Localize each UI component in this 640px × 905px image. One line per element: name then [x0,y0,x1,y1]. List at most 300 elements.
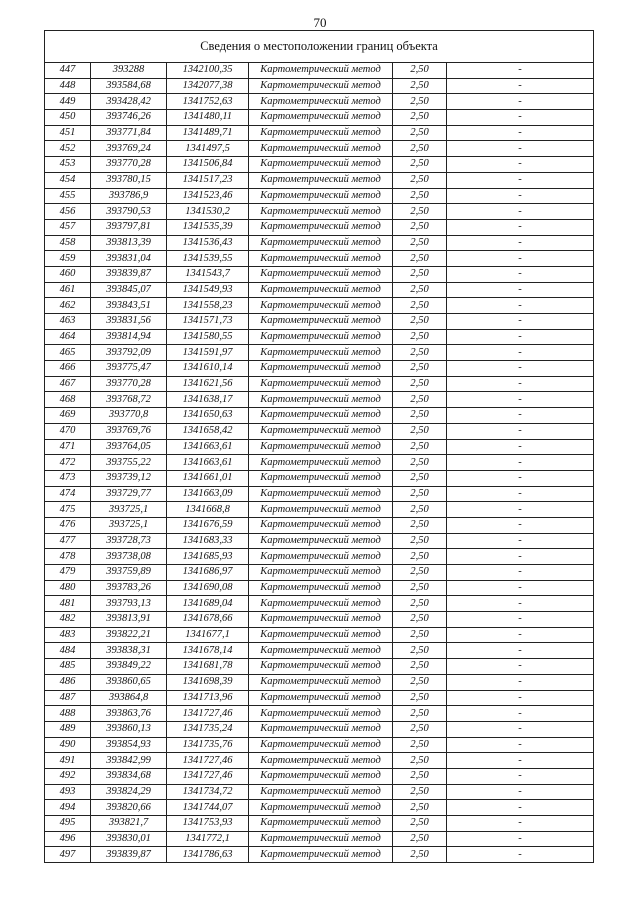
point-number-cell: 462 [45,298,91,314]
x-coordinate-cell: 393831,04 [91,251,167,267]
accuracy-cell: 2,50 [393,643,447,659]
point-number-cell: 459 [45,251,91,267]
table-row [45,423,594,439]
table-row [45,125,594,141]
point-number-cell: 452 [45,141,91,157]
y-coordinate-cell: 1341727,46 [167,753,249,769]
accuracy-cell: 2,50 [393,784,447,800]
point-number-cell: 448 [45,78,91,94]
description-cell: - [447,345,594,361]
y-coordinate-cell: 1341591,97 [167,345,249,361]
point-number-cell: 466 [45,361,91,377]
table-row [45,266,594,282]
method-cell: Картометрический метод [249,580,393,596]
point-number-cell: 471 [45,439,91,455]
y-coordinate-cell: 1341530,2 [167,204,249,220]
accuracy-cell: 2,50 [393,737,447,753]
table-row [45,486,594,502]
table-row [45,298,594,314]
table-row [45,784,594,800]
description-cell: - [447,423,594,439]
table-row [45,643,594,659]
table-row [45,94,594,110]
x-coordinate-cell: 393786,9 [91,188,167,204]
table-row [45,251,594,267]
point-number-cell: 465 [45,345,91,361]
accuracy-cell: 2,50 [393,565,447,581]
table-row [45,470,594,486]
point-number-cell: 480 [45,580,91,596]
point-number-cell: 479 [45,565,91,581]
method-cell: Картометрический метод [249,659,393,675]
point-number-cell: 461 [45,282,91,298]
table-row [45,392,594,408]
accuracy-cell: 2,50 [393,831,447,847]
accuracy-cell: 2,50 [393,314,447,330]
description-cell: - [447,78,594,94]
method-cell: Картометрический метод [249,141,393,157]
description-cell: - [447,517,594,533]
description-cell: - [447,392,594,408]
point-number-cell: 454 [45,172,91,188]
description-cell: - [447,204,594,220]
y-coordinate-cell: 1341558,23 [167,298,249,314]
x-coordinate-cell: 393813,39 [91,235,167,251]
method-cell: Картометрический метод [249,63,393,79]
x-coordinate-cell: 393793,13 [91,596,167,612]
point-number-cell: 483 [45,627,91,643]
y-coordinate-cell: 1341676,59 [167,517,249,533]
y-coordinate-cell: 1341685,93 [167,549,249,565]
table-title: Сведения о местоположении границ объекта [45,31,594,63]
accuracy-cell: 2,50 [393,157,447,173]
y-coordinate-cell: 1341727,46 [167,706,249,722]
accuracy-cell: 2,50 [393,141,447,157]
description-cell: - [447,219,594,235]
description-cell: - [447,816,594,832]
method-cell: Картометрический метод [249,721,393,737]
table-row [45,345,594,361]
point-number-cell: 485 [45,659,91,675]
accuracy-cell: 2,50 [393,125,447,141]
accuracy-cell: 2,50 [393,329,447,345]
table-row [45,204,594,220]
table-row [45,314,594,330]
point-number-cell: 463 [45,314,91,330]
x-coordinate-cell: 393770,8 [91,408,167,424]
point-number-cell: 453 [45,157,91,173]
accuracy-cell: 2,50 [393,612,447,628]
x-coordinate-cell: 393814,94 [91,329,167,345]
table-row [45,172,594,188]
y-coordinate-cell: 1341678,14 [167,643,249,659]
y-coordinate-cell: 1341678,66 [167,612,249,628]
table-row [45,753,594,769]
x-coordinate-cell: 393771,84 [91,125,167,141]
point-number-cell: 486 [45,674,91,690]
x-coordinate-cell: 393824,29 [91,784,167,800]
method-cell: Картометрический метод [249,847,393,863]
method-cell: Картометрический метод [249,549,393,565]
y-coordinate-cell: 1341661,01 [167,470,249,486]
x-coordinate-cell: 393780,15 [91,172,167,188]
y-coordinate-cell: 1341752,63 [167,94,249,110]
point-number-cell: 469 [45,408,91,424]
y-coordinate-cell: 1341663,61 [167,439,249,455]
y-coordinate-cell: 1341539,55 [167,251,249,267]
table-row [45,831,594,847]
page-number: 70 [313,15,327,30]
accuracy-cell: 2,50 [393,753,447,769]
table-row [45,455,594,471]
point-number-cell: 488 [45,706,91,722]
point-number-cell: 470 [45,423,91,439]
description-cell: - [447,94,594,110]
method-cell: Картометрический метод [249,345,393,361]
description-cell: - [447,674,594,690]
x-coordinate-cell: 393839,87 [91,266,167,282]
y-coordinate-cell: 1341668,8 [167,502,249,518]
description-cell: - [447,298,594,314]
y-coordinate-cell: 1341610,14 [167,361,249,377]
accuracy-cell: 2,50 [393,847,447,863]
method-cell: Картометрический метод [249,706,393,722]
x-coordinate-cell: 393769,24 [91,141,167,157]
accuracy-cell: 2,50 [393,580,447,596]
table-row [45,361,594,377]
table-row [45,565,594,581]
description-cell: - [447,486,594,502]
accuracy-cell: 2,50 [393,596,447,612]
x-coordinate-cell: 393864,8 [91,690,167,706]
point-number-cell: 450 [45,110,91,126]
point-number-cell: 475 [45,502,91,518]
description-cell: - [447,235,594,251]
y-coordinate-cell: 1341681,78 [167,659,249,675]
description-cell: - [447,831,594,847]
y-coordinate-cell: 1341753,93 [167,816,249,832]
table-row [45,282,594,298]
y-coordinate-cell: 1341677,1 [167,627,249,643]
description-cell: - [447,565,594,581]
method-cell: Картометрический метод [249,565,393,581]
table-title-row [45,31,594,63]
method-cell: Картометрический метод [249,439,393,455]
x-coordinate-cell: 393854,93 [91,737,167,753]
description-cell: - [447,251,594,267]
method-cell: Картометрический метод [249,533,393,549]
accuracy-cell: 2,50 [393,282,447,298]
description-cell: - [447,282,594,298]
table-row [45,612,594,628]
accuracy-cell: 2,50 [393,266,447,282]
x-coordinate-cell: 393755,22 [91,455,167,471]
x-coordinate-cell: 393770,28 [91,376,167,392]
accuracy-cell: 2,50 [393,78,447,94]
accuracy-cell: 2,50 [393,110,447,126]
y-coordinate-cell: 1341658,42 [167,423,249,439]
x-coordinate-cell: 393288 [91,63,167,79]
y-coordinate-cell: 1341497,5 [167,141,249,157]
y-coordinate-cell: 1341621,56 [167,376,249,392]
accuracy-cell: 2,50 [393,204,447,220]
description-cell: - [447,784,594,800]
point-number-cell: 497 [45,847,91,863]
method-cell: Картометрический метод [249,753,393,769]
method-cell: Картометрический метод [249,486,393,502]
method-cell: Картометрический метод [249,94,393,110]
table-row [45,219,594,235]
x-coordinate-cell: 393838,31 [91,643,167,659]
accuracy-cell: 2,50 [393,298,447,314]
point-number-cell: 492 [45,768,91,784]
method-cell: Картометрический метод [249,78,393,94]
method-cell: Картометрический метод [249,204,393,220]
point-number-cell: 496 [45,831,91,847]
method-cell: Картометрический метод [249,392,393,408]
description-cell: - [447,721,594,737]
method-cell: Картометрический метод [249,737,393,753]
accuracy-cell: 2,50 [393,549,447,565]
y-coordinate-cell: 1341786,63 [167,847,249,863]
method-cell: Картометрический метод [249,125,393,141]
accuracy-cell: 2,50 [393,659,447,675]
table-row [45,549,594,565]
accuracy-cell: 2,50 [393,392,447,408]
x-coordinate-cell: 393746,26 [91,110,167,126]
point-number-cell: 457 [45,219,91,235]
description-cell: - [447,627,594,643]
point-number-cell: 464 [45,329,91,345]
description-cell: - [447,266,594,282]
table-row [45,157,594,173]
description-cell: - [447,376,594,392]
point-number-cell: 477 [45,533,91,549]
x-coordinate-cell: 393739,12 [91,470,167,486]
accuracy-cell: 2,50 [393,721,447,737]
table-row [45,141,594,157]
x-coordinate-cell: 393768,72 [91,392,167,408]
table-row [45,533,594,549]
x-coordinate-cell: 393769,76 [91,423,167,439]
table-row [45,706,594,722]
point-number-cell: 449 [45,94,91,110]
description-cell: - [447,533,594,549]
point-number-cell: 458 [45,235,91,251]
x-coordinate-cell: 393822,21 [91,627,167,643]
y-coordinate-cell: 1341638,17 [167,392,249,408]
y-coordinate-cell: 1341571,73 [167,314,249,330]
x-coordinate-cell: 393792,09 [91,345,167,361]
accuracy-cell: 2,50 [393,470,447,486]
y-coordinate-cell: 1341535,39 [167,219,249,235]
description-cell: - [447,361,594,377]
accuracy-cell: 2,50 [393,439,447,455]
method-cell: Картометрический метод [249,282,393,298]
point-number-cell: 495 [45,816,91,832]
method-cell: Картометрический метод [249,816,393,832]
point-number-cell: 456 [45,204,91,220]
table-row [45,580,594,596]
accuracy-cell: 2,50 [393,361,447,377]
accuracy-cell: 2,50 [393,674,447,690]
y-coordinate-cell: 1341735,24 [167,721,249,737]
point-number-cell: 478 [45,549,91,565]
method-cell: Картометрический метод [249,266,393,282]
y-coordinate-cell: 1341713,96 [167,690,249,706]
x-coordinate-cell: 393775,47 [91,361,167,377]
method-cell: Картометрический метод [249,423,393,439]
description-cell: - [447,596,594,612]
x-coordinate-cell: 393831,56 [91,314,167,330]
accuracy-cell: 2,50 [393,251,447,267]
accuracy-cell: 2,50 [393,706,447,722]
method-cell: Картометрический метод [249,188,393,204]
y-coordinate-cell: 1341690,08 [167,580,249,596]
description-cell: - [447,157,594,173]
description-cell: - [447,439,594,455]
accuracy-cell: 2,50 [393,455,447,471]
y-coordinate-cell: 1341523,46 [167,188,249,204]
x-coordinate-cell: 393729,77 [91,486,167,502]
x-coordinate-cell: 393759,89 [91,565,167,581]
point-number-cell: 451 [45,125,91,141]
y-coordinate-cell: 1341480,11 [167,110,249,126]
description-cell: - [447,659,594,675]
description-cell: - [447,63,594,79]
point-number-cell: 472 [45,455,91,471]
y-coordinate-cell: 1341689,04 [167,596,249,612]
description-cell: - [447,172,594,188]
accuracy-cell: 2,50 [393,63,447,79]
point-number-cell: 487 [45,690,91,706]
point-number-cell: 447 [45,63,91,79]
y-coordinate-cell: 1341683,33 [167,533,249,549]
accuracy-cell: 2,50 [393,486,447,502]
point-number-cell: 476 [45,517,91,533]
method-cell: Картометрический метод [249,219,393,235]
table-row [45,847,594,863]
x-coordinate-cell: 393764,05 [91,439,167,455]
x-coordinate-cell: 393842,99 [91,753,167,769]
table-row [45,408,594,424]
description-cell: - [447,690,594,706]
y-coordinate-cell: 1341734,72 [167,784,249,800]
method-cell: Картометрический метод [249,627,393,643]
description-cell: - [447,800,594,816]
method-cell: Картометрический метод [249,251,393,267]
y-coordinate-cell: 1341650,63 [167,408,249,424]
table-row [45,439,594,455]
boundary-coordinates-table [44,30,594,863]
accuracy-cell: 2,50 [393,345,447,361]
y-coordinate-cell: 1341489,71 [167,125,249,141]
y-coordinate-cell: 1341536,43 [167,235,249,251]
method-cell: Картометрический метод [249,298,393,314]
method-cell: Картометрический метод [249,643,393,659]
x-coordinate-cell: 393830,01 [91,831,167,847]
point-number-cell: 490 [45,737,91,753]
accuracy-cell: 2,50 [393,816,447,832]
accuracy-cell: 2,50 [393,94,447,110]
table-row [45,596,594,612]
y-coordinate-cell: 1342077,38 [167,78,249,94]
accuracy-cell: 2,50 [393,235,447,251]
description-cell: - [447,329,594,345]
y-coordinate-cell: 1341727,46 [167,768,249,784]
table-body [45,63,594,863]
x-coordinate-cell: 393725,1 [91,517,167,533]
x-coordinate-cell: 393834,68 [91,768,167,784]
description-cell: - [447,314,594,330]
x-coordinate-cell: 393839,87 [91,847,167,863]
y-coordinate-cell: 1342100,35 [167,63,249,79]
x-coordinate-cell: 393821,7 [91,816,167,832]
accuracy-cell: 2,50 [393,690,447,706]
accuracy-cell: 2,50 [393,172,447,188]
point-number-cell: 473 [45,470,91,486]
method-cell: Картометрический метод [249,361,393,377]
x-coordinate-cell: 393849,22 [91,659,167,675]
x-coordinate-cell: 393797,81 [91,219,167,235]
method-cell: Картометрический метод [249,470,393,486]
accuracy-cell: 2,50 [393,188,447,204]
x-coordinate-cell: 393584,68 [91,78,167,94]
method-cell: Картометрический метод [249,172,393,188]
x-coordinate-cell: 393813,91 [91,612,167,628]
table-row [45,659,594,675]
x-coordinate-cell: 393860,13 [91,721,167,737]
y-coordinate-cell: 1341580,55 [167,329,249,345]
table-row [45,800,594,816]
y-coordinate-cell: 1341517,23 [167,172,249,188]
description-cell: - [447,455,594,471]
description-cell: - [447,141,594,157]
description-cell: - [447,753,594,769]
y-coordinate-cell: 1341698,39 [167,674,249,690]
y-coordinate-cell: 1341663,61 [167,455,249,471]
point-number-cell: 460 [45,266,91,282]
table-row [45,816,594,832]
method-cell: Картометрический метод [249,612,393,628]
table-row [45,674,594,690]
accuracy-cell: 2,50 [393,768,447,784]
point-number-cell: 484 [45,643,91,659]
table-row [45,78,594,94]
accuracy-cell: 2,50 [393,533,447,549]
y-coordinate-cell: 1341772,1 [167,831,249,847]
table-row [45,63,594,79]
table-row [45,517,594,533]
description-cell: - [447,125,594,141]
table-row [45,768,594,784]
y-coordinate-cell: 1341543,7 [167,266,249,282]
x-coordinate-cell: 393845,07 [91,282,167,298]
method-cell: Картометрический метод [249,768,393,784]
method-cell: Картометрический метод [249,502,393,518]
method-cell: Картометрический метод [249,455,393,471]
table-row [45,110,594,126]
table-row [45,376,594,392]
x-coordinate-cell: 393860,65 [91,674,167,690]
method-cell: Картометрический метод [249,376,393,392]
method-cell: Картометрический метод [249,110,393,126]
point-number-cell: 491 [45,753,91,769]
y-coordinate-cell: 1341744,07 [167,800,249,816]
description-cell: - [447,502,594,518]
y-coordinate-cell: 1341506,84 [167,157,249,173]
x-coordinate-cell: 393428,42 [91,94,167,110]
